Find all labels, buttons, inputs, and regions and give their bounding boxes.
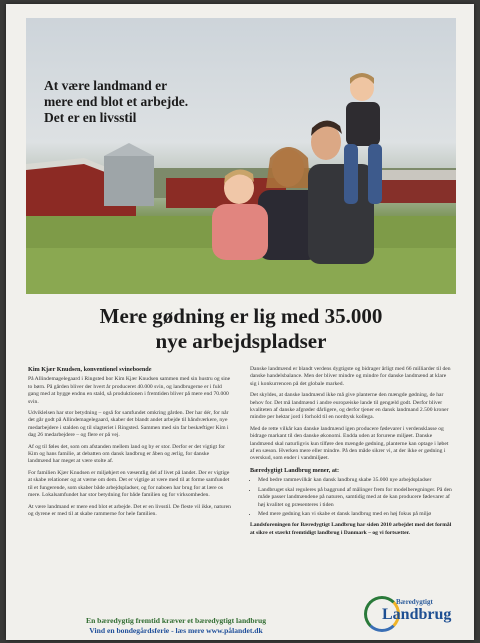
family-farm-photo <box>26 18 456 294</box>
boy-left-leg <box>344 144 358 204</box>
profile-heading: Kim Kjær Knudsen, konventionel svineboende <box>28 366 152 373</box>
silo-roof <box>104 143 154 156</box>
right-paragraph: Danske landmænd er blandt verdens dygtigste og bidrager årligt med 66 milliarder til den danske handelsbalance. Men der bliver mindre og mindre for danske landmænd at klare sig i konkurrencen på det globale marked. <box>250 366 451 387</box>
logo-small-text: Bæredygtigt <box>396 598 433 606</box>
newspaper-page <box>6 4 474 640</box>
baeredygtigt-landbrug-logo <box>358 590 468 638</box>
right-paragraph: Med de rette vilkår kan danske landmænd igen producere fødevarer i verdensklasse og bidrage markant til den danske økonomi. Endda uden at forurene miljøet. Danske landmænd skal naturligvis kun tilføre den mængde gødning, planterne kan optage i løbet af en sæson. Hverken mere eller mindre. På den måde sikrer vi, at der ikke er gødning i overskud, som ender i vandmiljøet. <box>250 425 449 462</box>
closing-statement: Landsforeningen for Bæredygtigt Landbrug har siden 2010 arbejdet med det formål at sikre et stærkt fremtidigt landbrug i Danmark – og vi fortsætter. <box>250 522 452 536</box>
boy-jacket <box>346 102 380 146</box>
left-paragraph: Af og til føles det, som om afstanden mellem land og by er stor. Derfor er det vigtigt for Kim og hans familie, at debatten om dansk landbrug er åben og ærlig, for danske landmænd har meget at være stolte af. <box>28 443 225 465</box>
right-paragraph: Det skyldes, at danske landmænd ikke må give planterne den mængde gødning, de har behov for. Det må landmænd i andre europæiske lande til gengæld godt. Derfor bliver kvaliteten af danske afgrøder dårligere, og derfor tjener en dansk landmand 2.500 kroner mindre per hektar jord i forhold til en nordtysk kollega. <box>250 392 449 421</box>
photo-illustration <box>26 18 456 294</box>
boy-right-leg <box>368 144 382 204</box>
girl-jacket <box>212 204 268 260</box>
left-paragraph: På Allindemagelegaard i Ringsted bor Kim Kjær Knudsen sammen med sin hustru og sine to børn. På gården bliver der hvert år produceret 40.000 svin, og landbrugerne er i fuld gang med at bygge endnu en stald, så produktionen i fremtiden bliver på mere end 70.000 svin. <box>28 376 231 405</box>
photo-tagline <box>44 78 274 126</box>
ad-headline <box>26 304 456 354</box>
left-paragraph: At være landmand er mere end blot et arbejde. Det er en livsstil. De fleste vil ikke, naturen og dyrene er med til at skabe rammerne for hele familien. <box>28 503 231 517</box>
footer-link[interactable]: Vind en bondegårdsferie - læs mere www.pålandet.dk <box>89 626 263 635</box>
ad-footer <box>26 616 326 636</box>
list-item: • Landbruget skal reguleres på baggrund af målinger frem for modelberegninger. På den måde passer landmændene på naturen, samtidig med at de kan producere fødevarer af høj kvalitet og præsenteres i tiden <box>258 487 454 509</box>
tagline-line-3: Det er en livsstil <box>44 110 137 125</box>
left-paragraph: Udviklelsen har stor betydning – også for samfundet omkring gården. Der har dér, for når det går godt på Allindemagelegaard, skaber det blandt andet arbejde til håndværkere, nye medarbejdere i stalden og til slagteriet i Ringsted. Sammen med sin far beskæftiger Kim i dag 26 medarbejdere – og flere er på vej. <box>28 410 229 439</box>
headline-line-2: nye arbejdspladser <box>155 329 327 353</box>
opinion-bullet-list <box>250 477 454 518</box>
list-item: • Med mere gødning kan vi skabe et dansk landbrug med en høj fokus på miljø <box>258 511 454 518</box>
tagline-line-1: At være landmand er <box>44 78 168 93</box>
tagline-line-2: mere end blot et arbejde. <box>44 94 189 109</box>
right-text-column <box>250 366 454 541</box>
left-text-column <box>28 366 232 522</box>
mother-hair <box>266 147 310 188</box>
opinion-heading: Bæredygtigt Landbrug mener, at: <box>250 466 340 474</box>
silo <box>104 156 154 206</box>
left-paragraph: For familien Kjær Knudsen er miljøhjert en væsentlig del af livet på landet. Der er vigtige at skabe relationer og at værne om dem. Det er vigtige at være med til at forme samfundet til et fungerende, som skaber både arbejdspladser, og for naboen har brug for at lære os mere. Lokalsamfundet har stor betydning for både familien og for virksomheden. <box>28 469 230 499</box>
list-item: • Med bedre rammevilkår kan dansk landbrug skabe 35.000 nye arbejdspladser <box>258 477 454 484</box>
headline-line-1: Mere gødning er lig med 35.000 <box>99 304 383 328</box>
footer-slogan: En bæredygtig fremtid kræver et bæredygtigt landbrug <box>86 616 266 625</box>
father-jacket <box>308 164 374 264</box>
logo-big-text: Landbrug <box>382 606 452 623</box>
